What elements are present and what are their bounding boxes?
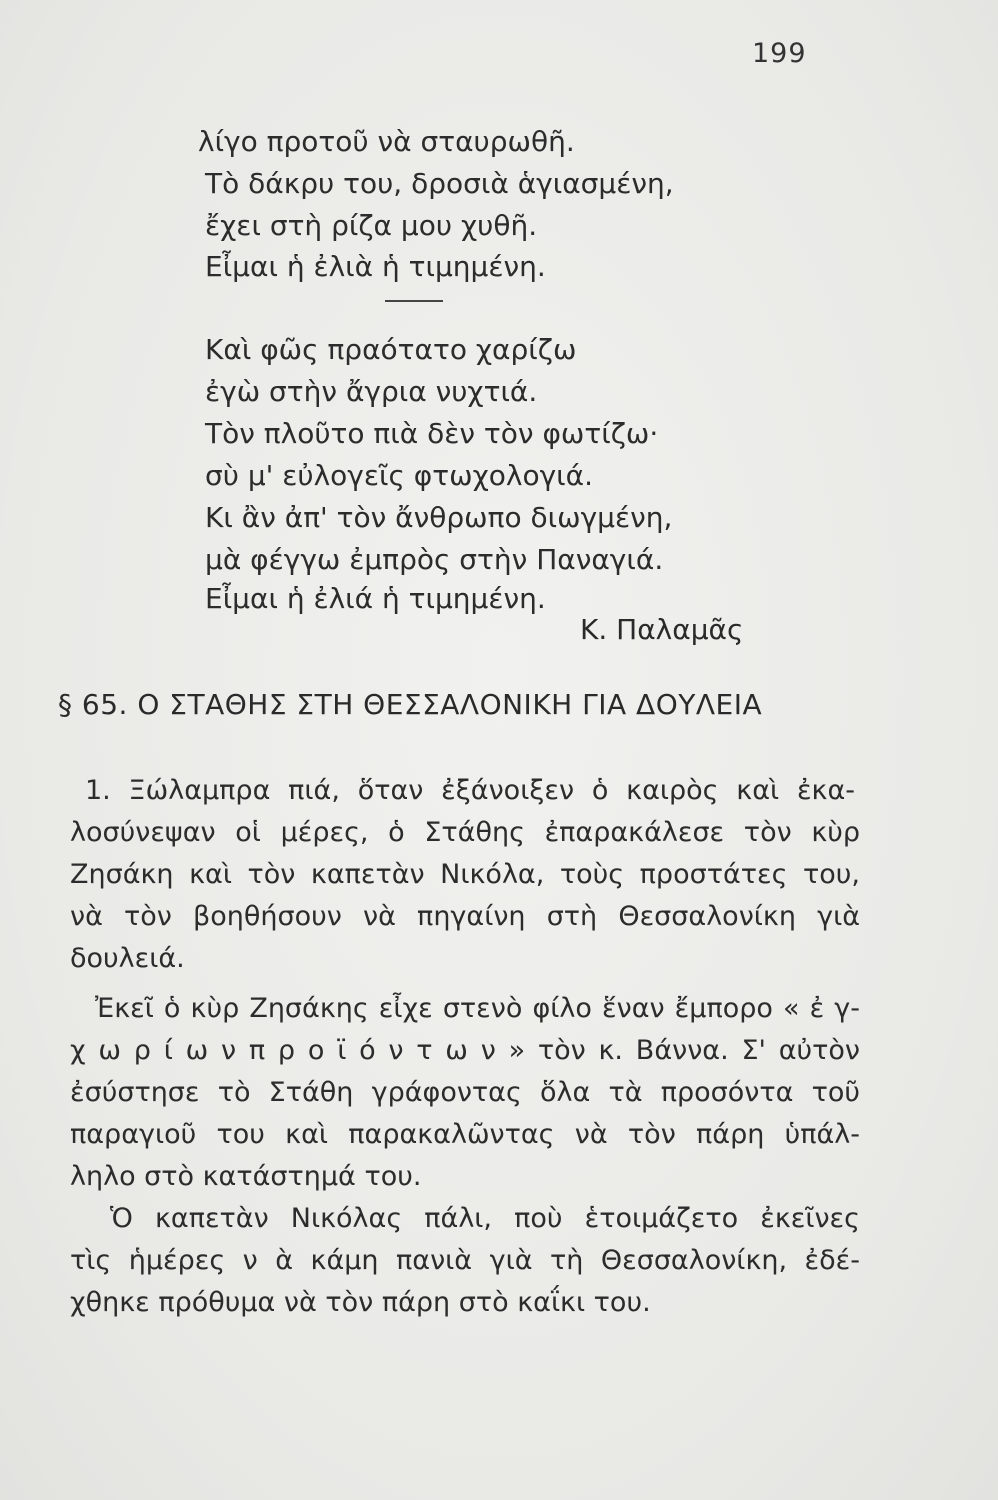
poem-author: Κ. Παλαμᾶς <box>580 613 744 646</box>
text-line: Ἐκεῖ ὁ κὺρ Ζησάκης εἶχε στενὸ φίλο ἕναν ἔμπορο « ἐ γ- <box>95 993 860 1024</box>
poem-line: μὰ φέγγω ἐμπρὸς στὴν Παναγιά. <box>205 543 664 576</box>
poem-line: Τὸ δάκρυ του, δροσιὰ ἁγιασμένη, <box>205 167 674 200</box>
text-line: ληλο στὸ κατάστημά του. <box>70 1161 422 1192</box>
text-line: Ζησάκη καὶ τὸν καπετὰν Νικόλα, τοὺς προστάτες του, <box>70 859 860 890</box>
poem-line: σὺ μ' εὐλογεῖς φτωχολογιά. <box>205 459 593 492</box>
text-line: δουλειά. <box>70 943 185 974</box>
text-line: Ὁ καπετὰν Νικόλας πάλι, ποὺ ἑτοιμάζετο ἐκεῖνες <box>110 1203 860 1234</box>
text-line: χ ω ρ ί ω ν π ρ ο ϊ ό ν τ ω ν » τὸν κ. Βάννα. Σ' αὐτὸν <box>70 1035 860 1066</box>
poem-line: Εἶμαι ἡ ἐλιά ἡ τιμημένη. <box>205 582 546 615</box>
section-heading: § 65. Ο ΣΤΑΘΗΣ ΣΤΗ ΘΕΣΣΑΛΟΝΙΚΗ ΓΙΑ ΔΟΥΛΕΙΑ <box>58 688 763 721</box>
text-line: νὰ τὸν βοηθήσουν νὰ πηγαίνη στὴ Θεσσαλονίκη γιὰ <box>70 901 860 932</box>
poem-line: ἔχει στὴ ρίζα μου χυθῆ. <box>205 209 538 242</box>
poem-line: Καὶ φῶς πραότατο χαρίζω <box>205 333 577 366</box>
poem-line: Εἶμαι ἡ ἐλιὰ ἡ τιμημένη. <box>205 250 546 283</box>
text-line: λοσύνεψαν οἱ μέρες, ὁ Στάθης ἐπαρακάλεσε τὸν κὺρ <box>70 817 860 848</box>
text-line: παραγιοῦ του καὶ παρακαλῶντας νὰ τὸν πάρη ὑπάλ- <box>70 1119 860 1150</box>
stanza-divider <box>385 300 443 302</box>
text-line: 1. Ξώλαμπρα πιά, ὅταν ἐξάνοιξεν ὁ καιρὸς καὶ ἐκα- <box>85 775 855 806</box>
poem-line: Κι ἂν ἀπ' τὸν ἄνθρωπο διωγμένη, <box>205 501 673 534</box>
text-line: χθηκε πρόθυμα νὰ τὸν πάρη στὸ καΐκι του. <box>70 1287 651 1318</box>
poem-line: λίγο προτοῦ νὰ σταυρωθῆ. <box>198 125 575 158</box>
text-line: τὶς ἡμέρες ν ὰ κάμη πανιὰ γιὰ τὴ Θεσσαλονίκη, ἐδέ- <box>70 1245 860 1276</box>
poem-line: Τὸν πλοῦτο πιὰ δὲν τὸν φωτίζω· <box>205 417 659 450</box>
page-number: 199 <box>752 38 807 69</box>
poem-line: ἐγὼ στὴν ἄγρια νυχτιά. <box>205 375 538 408</box>
text-line: ἐσύστησε τὸ Στάθη γράφοντας ὅλα τὰ προσόντα τοῦ <box>70 1077 860 1108</box>
